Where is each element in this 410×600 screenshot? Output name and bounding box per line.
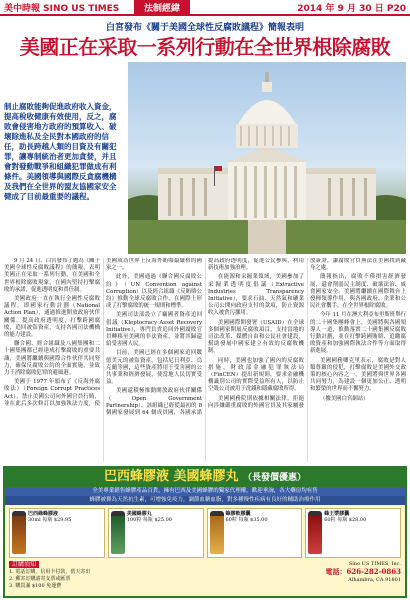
- ad-contact: [207, 561, 401, 590]
- ad-company: Sino US TIMES, Inc.: [348, 561, 401, 567]
- ad-title-text: 巴西蜂膠液 美國蜂膠丸: [103, 469, 239, 484]
- product-detail: 60粒 每瓶 $35.00: [225, 517, 268, 523]
- ad-phone: 電話：626-282-0863: [325, 567, 401, 576]
- ad-footer: [5, 561, 405, 590]
- article-paragraph: 美國國際開發署（USAID）在全球多個國家開展反腐敗項目，支持當地的司法改革、媒體自由和公民社會建設，幫助發展中國家建立有效的反腐敗機制。: [208, 319, 304, 355]
- order-note: 2. 郵寄訂購請寄支票或匯票: [9, 576, 71, 582]
- ad-product: [305, 508, 401, 558]
- article-paragraph: 美國司法部設立了竊國者資產追回倡議（Kleptocracy Asset Recovery Initiative），專門負責追回外國腐敗官員轉移至美國的非法資產，並將其歸還給受害國人民。: [106, 312, 202, 348]
- order-badge: 訂購須知: [9, 561, 39, 568]
- ad-product: [9, 508, 105, 558]
- product-name: 巴西綠蜂膠液: [28, 511, 59, 517]
- top-section: [4, 62, 406, 254]
- product-detail: 60粒 每瓶 $28.00: [324, 517, 367, 523]
- ad-products: [5, 505, 405, 561]
- article-paragraph: 聯合國、經合組織及八國集團和二十國集團都已經達成打擊腐敗的重要共識，美國將繼續與國際合作伙伴共同努力，確保反腐敗公約的全面實施，並致力于消除腐敗犯罪的避風港。: [4, 341, 100, 377]
- order-note: 3. 購買滿 $100 免運費: [9, 583, 62, 589]
- article-paragraph: 美國國務卿克里表示，腐敗是對人類尊嚴的侵犯，打擊腐敗是美國外交政策的核心內容之一，美國將與世界各國共同努力，為建設一個更加公正、透明和繁榮的世界而不懈努力。: [310, 357, 406, 393]
- ad-title: [5, 468, 405, 487]
- article-paragraph: 9 月 24 日，白宮發布了題為《關于美國全球性反腐敗議程》的簡報，表明美國正在采取一系列行動，在美國和全世界根除腐敗現象，在國內堅持打擊腐敗的承諾，促進透明度和責任制。: [4, 258, 100, 293]
- order-note: 1. 電話訂購，信用卡付款，當天寄出: [9, 569, 91, 575]
- ad-product: [108, 508, 204, 558]
- article-paragraph: 此外，美國通過《聯合國反腐敗公約》（UN Convention against Corruption）以及經合組織《反賄賂公約》推動全球反腐敗合作，在國際上形成了打擊腐敗的統一規則和標準。: [106, 274, 202, 310]
- publication-name: 美中時報 SINO US TIMES: [4, 3, 120, 14]
- article-paragraph: 美國國務院則依據相關法律，拒絕向涉嫌嚴重腐敗的外國官員及其家屬發放簽證，讓腐敗官員無法在美國找到藏身之處。: [208, 258, 406, 409]
- ad-order-notes: [9, 561, 203, 590]
- ad-subtitle: 全美專業銷售蜂膠產品百貨，擁有巴西及美國蜂膠的獨家代理權，歡迎垂詢，各大藥房均有售: [5, 487, 405, 496]
- bottle-icon: [308, 511, 322, 554]
- product-name: 蜂王漿膠囊: [324, 511, 350, 517]
- article-paragraph: 美國政府一直在執行全國性反腐敗議程，即國家行動計劃（National Action Plan），通過推進開放政府伙伴關係，提高政府透明度，打擊跨國腐敗，追回被盜資產，支持各國司法機構的能力建設。: [4, 296, 100, 339]
- article-kicker: 白宮發布《關于美國全球性反腐敗議程》簡報表明: [105, 23, 304, 33]
- article-paragraph: 今年 11 月在澳大利亞布里斯班舉行的二十國集團峰會上，美國將與各國領導人一道，推動落實二十國集團反腐敗行動計劃，並在打擊跨國賄賂、追繳腐敗資產和加強國際執法合作等方面取得新進展。: [310, 312, 406, 355]
- article-lede: 制止腐敗能夠促進政府收入資金，提高稅收健康有效使用，反之，腐敗會侵害地方政府的預算收入、破壞除進私及全民對本國政府的信任，助長跨越人類的目資及有關犯罪，讓專制統治者更加貪婪，并且會對發動戰爭和組織犯罪做成有利條件。美國領導與國際反貪腐機構及我們在全世界的盟友協國家安全健成了目前最重要的議程。: [4, 102, 117, 201]
- ad-address: Alhambra, CA 91801: [348, 577, 401, 583]
- capitol-photo: [128, 62, 406, 254]
- article-paragraph: 目前，美國已經在多個國家追回數億美元的被盜資產，包括尼日利亞、烏克蘭等國，這些資產將用于受害國的公共事業和經濟發展，使當地人民切實受益。: [106, 350, 202, 386]
- article-paragraph: （據美國白宮網站）: [320, 395, 369, 402]
- product-detail: 30ml 每瓶 $29.95: [28, 517, 72, 523]
- bottle-icon: [111, 511, 125, 554]
- article-paragraph: 同時，美國也加強了國內的反腐敗措施，財政部金融犯罪執法局（FinCEN）提出新規則，要求金融機構識別公司的實際受益所有人，以防止空殼公司被用于洗錢和隱藏腐敗所得。: [208, 357, 304, 393]
- article-paragraph: 在能源和采掘業領域，美國參加了采掘業透明度倡議（Extractive Industries Transparency Initiative），要求石油、天然氣和礦業公司公開向政府支付的款項，防止資源收入被貪污挪用。: [208, 274, 304, 317]
- ad-offer: （長發價優惠）: [243, 473, 307, 483]
- article-paragraph: 美國于 1977 年頒布了《反海外腐敗法》（Foreign Corrupt Practices Act），禁止美國公司向外國官員行賄，並在此后多次修訂以加強執法力度，使美國成為世界上反海外賄賂最嚴格的國家之一。: [4, 258, 202, 407]
- issue-date: 2014 年 9 月 30 日 P20: [297, 3, 406, 14]
- ad-subtitle-2: 蜂膠被譽為天然抗生素，可增強免疫力，調節血糖血脂，對多種慢性疾病有良好的輔助治療作用: [5, 496, 405, 505]
- section-label: 法制經緯: [134, 0, 190, 15]
- article-headline: 美國正在采取一系列行動在全世界根除腐敗: [19, 35, 391, 59]
- product-name: 美國蜂膠丸: [126, 511, 152, 517]
- article-paragraph: 簡報指出，腐敗不僅損害經濟發展，還會削弱民主制度、破壞法治、威脅國家安全。美國將繼續在國際舞台上發揮領導作用，與各國政府、企業和公民社會攜手，在全世界根除腐敗。: [310, 274, 406, 310]
- bottle-icon: [210, 511, 224, 554]
- bottle-icon: [12, 511, 26, 554]
- article-body: [4, 258, 406, 462]
- product-detail: 100粒 每瓶 $25.00: [126, 517, 172, 523]
- article-paragraph: 美國還積極推動開放政府伙伴關係（Open Government Partnership），該組織已經從最初的 8 個國家發展到 64 個成員國，各國承諾提高政府透明度，促進公民參與，利用新技術加強治理。: [106, 258, 304, 417]
- masthead: [0, 0, 410, 16]
- product-name: 蜂膠軟膠囊: [225, 511, 251, 517]
- ad-product: [207, 508, 303, 558]
- advertisement: [3, 466, 407, 598]
